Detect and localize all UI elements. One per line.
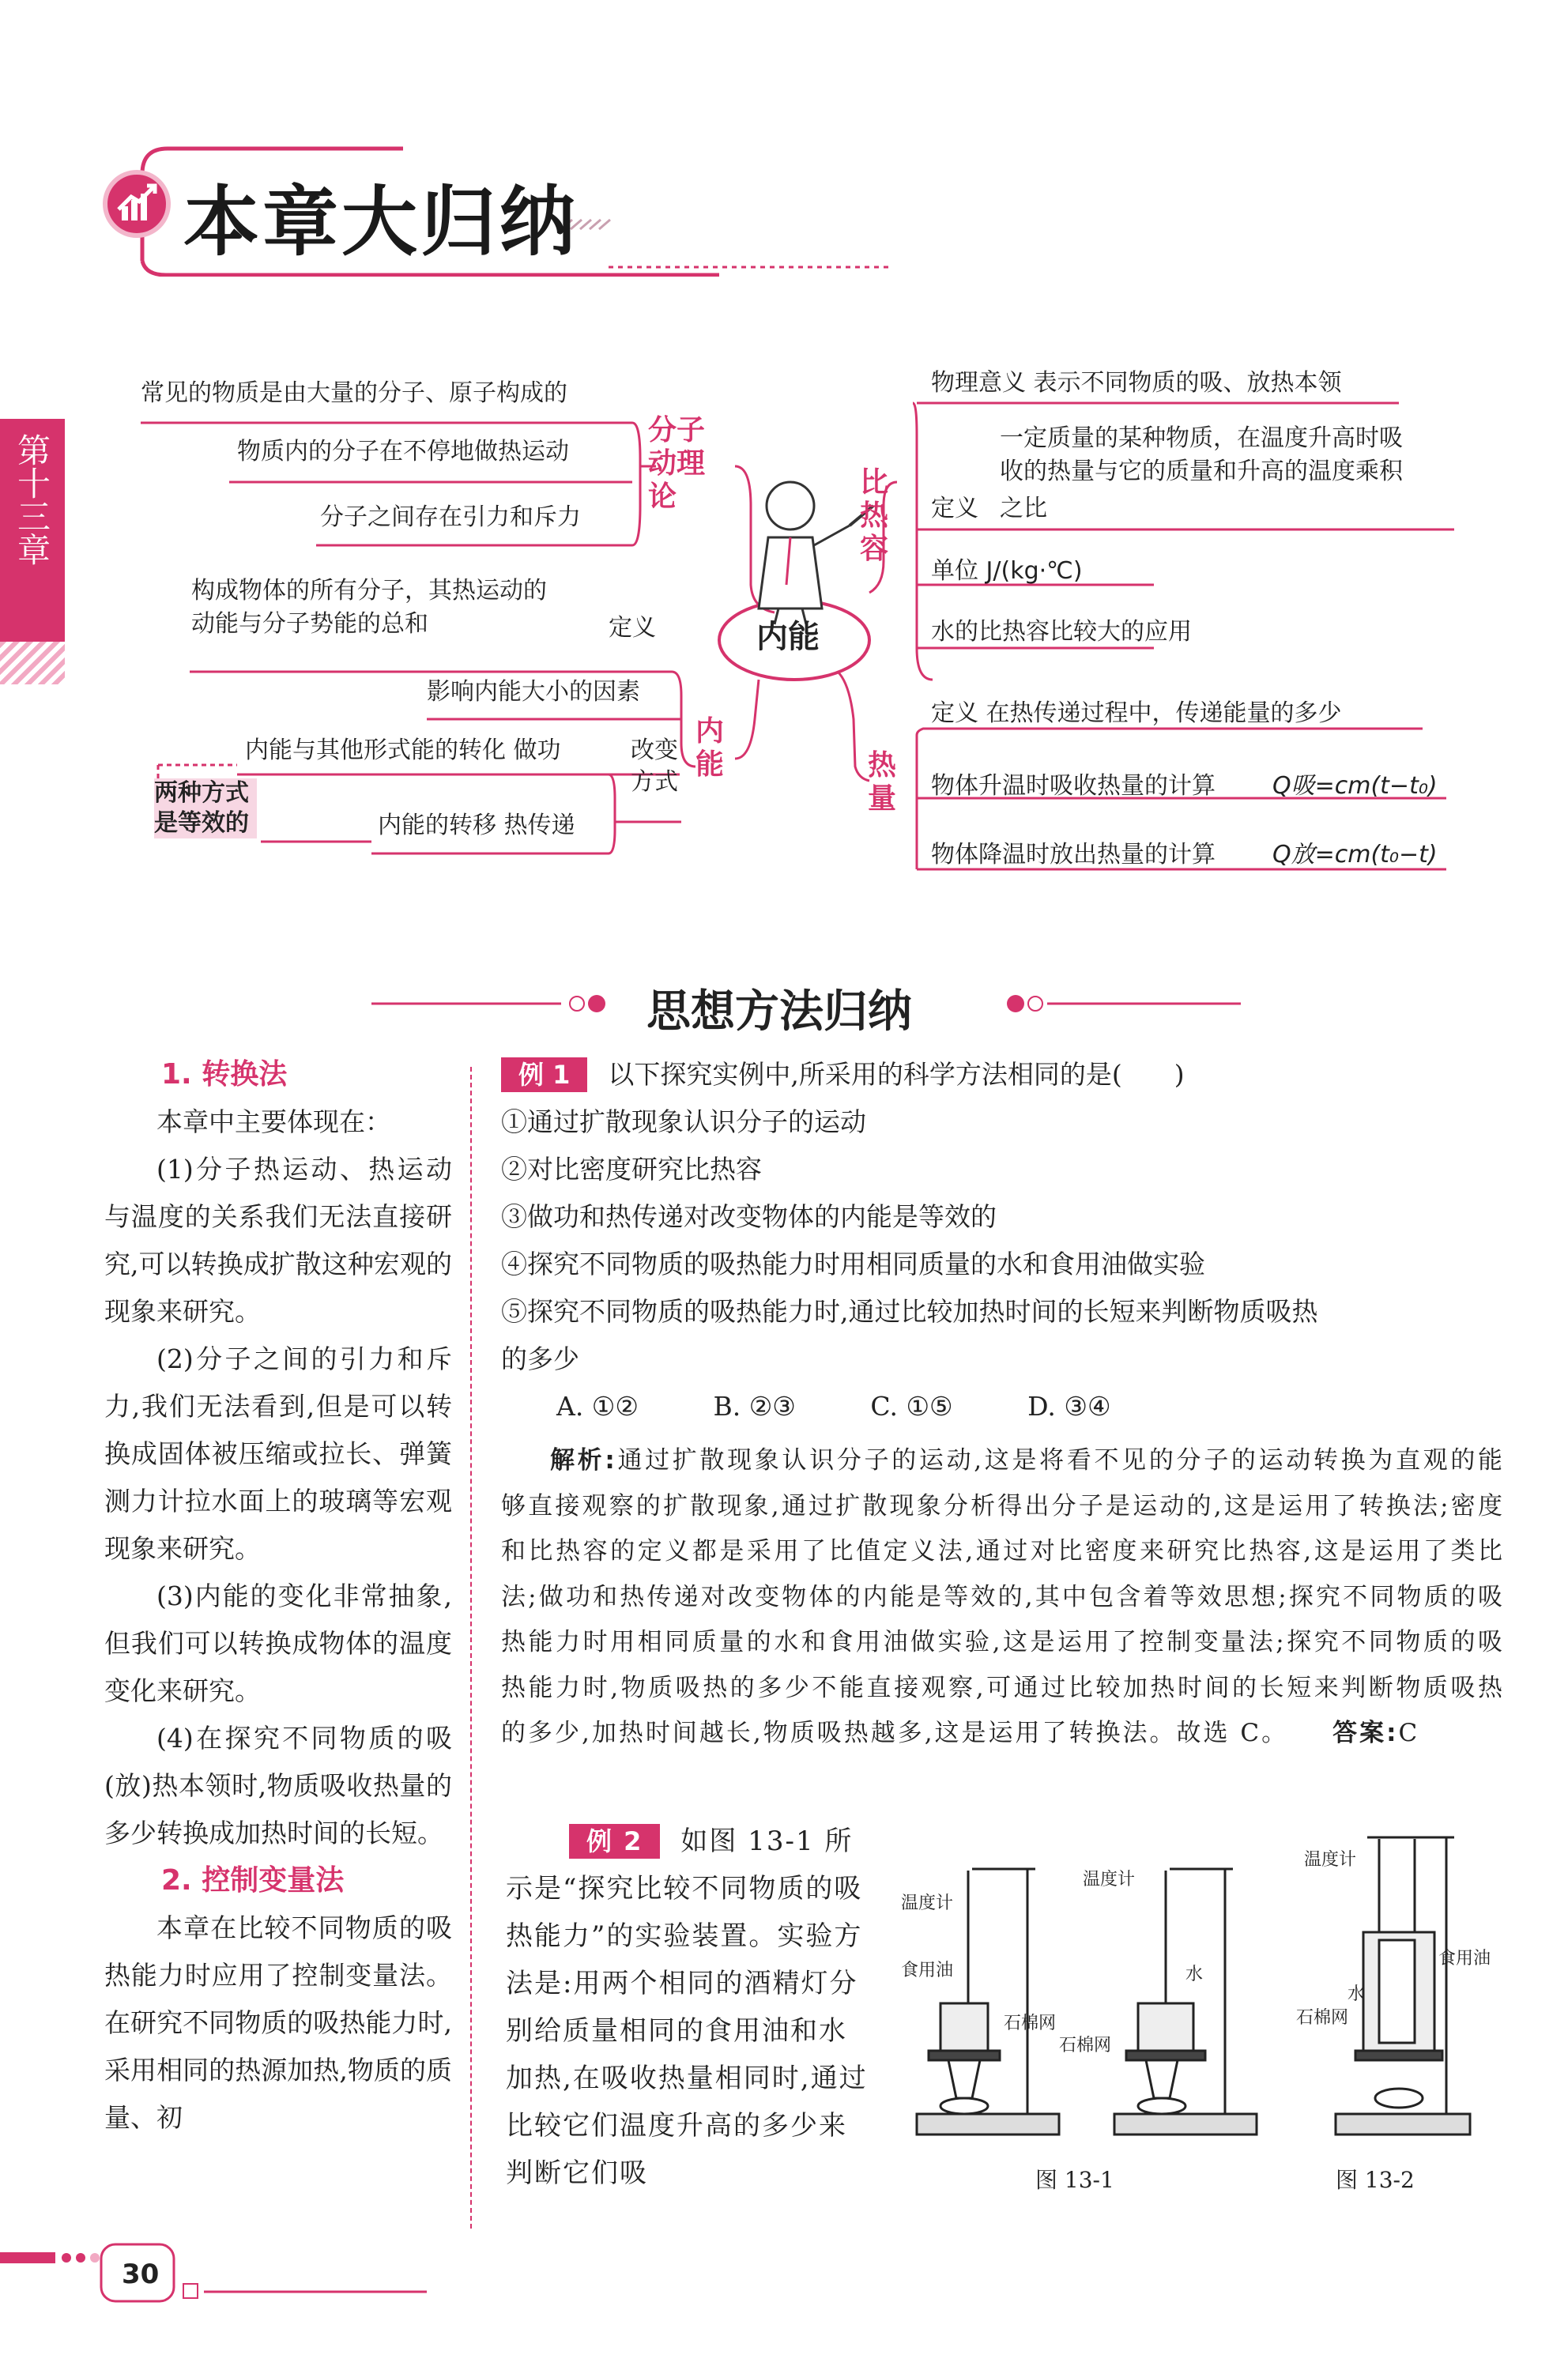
example-1-item: ③做功和热传递对改变物体的内能是等效的	[501, 1201, 997, 1232]
section2-title: 2. 控制变量法	[161, 1864, 345, 1897]
option-a: A. ①②	[556, 1391, 639, 1422]
ie-definition-label: 定义	[609, 614, 656, 642]
example-1-item: 的多少	[501, 1343, 579, 1374]
sh-def-label: 定义	[931, 495, 978, 522]
example-2	[506, 1818, 869, 2197]
center-node: 内能	[756, 619, 820, 655]
left-column	[104, 1051, 452, 2142]
heat-release-formula: Q放=cm(t₀−t)	[1272, 841, 1438, 868]
example-1-item: ④探究不同物质的吸热能力时用相同质量的水和食用油做实验	[501, 1249, 1205, 1279]
section1-paragraph: (4)在探究不同物质的吸(放)热本领时,物质吸收热量的多少转换成加热时间的长短。	[104, 1723, 452, 1848]
example-2-text: 如图 13-1 所示是“探究比较不同物质的吸热能力”的实验装置。实验方法是:用两个相同的酒精灯分别给质量相同的食用油和水加热,在吸收热量相同时,通过比较它们温度升高的多少来判断它们吸	[506, 1826, 868, 2189]
sh-def-line2: 收的热量与它的质量和升高的温度乘积	[1000, 458, 1403, 485]
answer-value: C	[1398, 1719, 1420, 1747]
column-divider	[470, 1067, 472, 2229]
methods-title: 思想方法归纳	[646, 986, 912, 1038]
molecular-item-1: 常见的物质是由大量的分子、原子构成的	[141, 379, 567, 407]
ie-definition-line2: 动能与分子势能的总和	[191, 610, 428, 638]
internal-energy-label: 内能	[695, 715, 725, 781]
fig-label-asbestos: 石棉网	[1296, 2008, 1349, 2028]
heat-release-text: 物体降温时放出热量的计算	[931, 841, 1216, 868]
ie-factors: 影响内能大小的因素	[427, 678, 640, 706]
chapter-title: 本章大归纳	[183, 178, 579, 266]
sh-def-line1: 一定质量的某种物质，在温度升高时吸	[1000, 424, 1403, 452]
ie-change-label: 改变方式	[631, 737, 678, 796]
example-1-item: ②对比密度研究比热容	[501, 1154, 762, 1185]
fig-label-water: 水	[1348, 1984, 1366, 2004]
example-1-analysis	[501, 1438, 1505, 1757]
analysis-label: 解析:	[550, 1446, 617, 1475]
ie-transfer: 内能的转移 热传递	[378, 812, 575, 839]
example-2-label: 例 2	[569, 1824, 660, 1859]
section1-title: 1. 转换法	[161, 1058, 288, 1091]
section1-paragraph: 本章中主要体现在：	[156, 1106, 391, 1137]
fig-label-asbestos: 石棉网	[1059, 2036, 1112, 2055]
heat-definition: 定义 在热传递过程中，传递能量的多少	[931, 699, 1342, 727]
ie-conversion: 内能与其他形式能的转化 做功	[245, 737, 561, 764]
sh-unit: 单位 J/(kg·℃)	[931, 557, 1083, 585]
option-b: B. ②③	[713, 1391, 796, 1422]
sh-application: 水的比热容比较大的应用	[931, 618, 1192, 646]
sh-def-line3: 之比	[1000, 495, 1047, 522]
teacher-figure	[759, 482, 873, 624]
analysis-text: 通过扩散现象认识分子的运动,这是将看不见的分子的运动转换为直观的能够直接观察的扩散现象,通过扩散现象分析得出分子是运动的,这是运用了转换法;密度和比热容的定义都是采用了比值定义法,通过对比密度来研究比热容,这是运用了类比法;做功和热传递对改变物体的内能是等效的,其中包含着等效思想;探究不同物质的吸热能力时用相同质量的水和食用油做实验,这是运用了控制变量法;探究不同物质的吸热能力时,物质吸热的多少不能直接观察,可通过比较加热时间的长短来判断物质吸热的多少,加热时间越长,物质吸热越多,这是运用了转换法。故选 C。	[501, 1446, 1505, 1747]
figure-13-1-caption: 图 13-1	[1035, 2167, 1114, 2193]
example-1	[501, 1051, 1505, 1430]
heat-absorb-formula: Q吸=cm(t−t₀)	[1272, 772, 1438, 800]
specific-heat-label: 比热容	[860, 466, 889, 565]
section1-paragraph: (2)分子之间的引力和斥力,我们无法看到,但是可以转换成固体被压缩或拉长、弹簧测力计拉水面上的玻璃等宏观现象来研究。	[104, 1343, 452, 1564]
sh-meaning: 物理意义 表示不同物质的吸、放热本领	[931, 369, 1342, 397]
example-1-item: ①通过扩散现象认识分子的运动	[501, 1106, 866, 1137]
chapter-side-tab-label: 第十三章	[13, 433, 51, 566]
example-1-question: 以下探究实例中,所采用的科学方法相同的是( )	[608, 1059, 1185, 1090]
fig-label-oil: 食用油	[1438, 1949, 1491, 1969]
example-1-label: 例 1	[501, 1057, 587, 1092]
footer-decoration	[0, 2236, 443, 2308]
heat-absorb-text: 物体升温时吸收热量的计算	[931, 772, 1216, 800]
ie-equivalence: 两种方式是等效的	[154, 778, 257, 838]
fig-label-thermometer: 温度计	[1083, 1870, 1136, 1890]
experiment-figures	[893, 1822, 1494, 2217]
section1-paragraph: (3)内能的变化非常抽象,但我们可以转换成物体的温度变化来研究。	[104, 1581, 452, 1706]
fig-label-thermometer: 温度计	[1304, 1850, 1357, 1870]
ie-definition-line1: 构成物体的所有分子，其热运动的	[191, 577, 547, 605]
fig-label-thermometer: 温度计	[901, 1893, 954, 1913]
option-c: C. ①⑤	[870, 1391, 953, 1422]
figure-13-2-caption: 图 13-2	[1336, 2167, 1415, 2193]
fig-label-oil: 食用油	[901, 1961, 954, 1980]
answer-label: 答案:	[1332, 1719, 1399, 1747]
molecular-item-2: 物质内的分子在不停地做热运动	[237, 438, 569, 465]
heat-label: 热量	[868, 749, 897, 815]
fig-label-water: 水	[1185, 1965, 1204, 1984]
chart-growth-icon	[103, 170, 171, 238]
option-d: D. ③④	[1027, 1391, 1111, 1422]
page-number: 30	[122, 2259, 160, 2290]
section2-paragraph: 本章在比较不同物质的吸热能力时应用了控制变量法。在研究不同物质的吸热能力时,采用相同的热源加热,物质的质量、初	[104, 1912, 452, 2133]
molecular-item-3: 分子之间存在引力和斥力	[320, 503, 581, 531]
fig-label-asbestos: 石棉网	[1004, 2014, 1057, 2033]
molecular-theory-label: 分子动理论	[648, 414, 706, 513]
section1-paragraph: (1)分子热运动、热运动与温度的关系我们无法直接研究,可以转换成扩散这种宏观的现象来研究。	[104, 1154, 452, 1327]
example-1-item: ⑤探究不同物质的吸热能力时,通过比较加热时间的长短来判断物质吸热	[501, 1296, 1318, 1327]
